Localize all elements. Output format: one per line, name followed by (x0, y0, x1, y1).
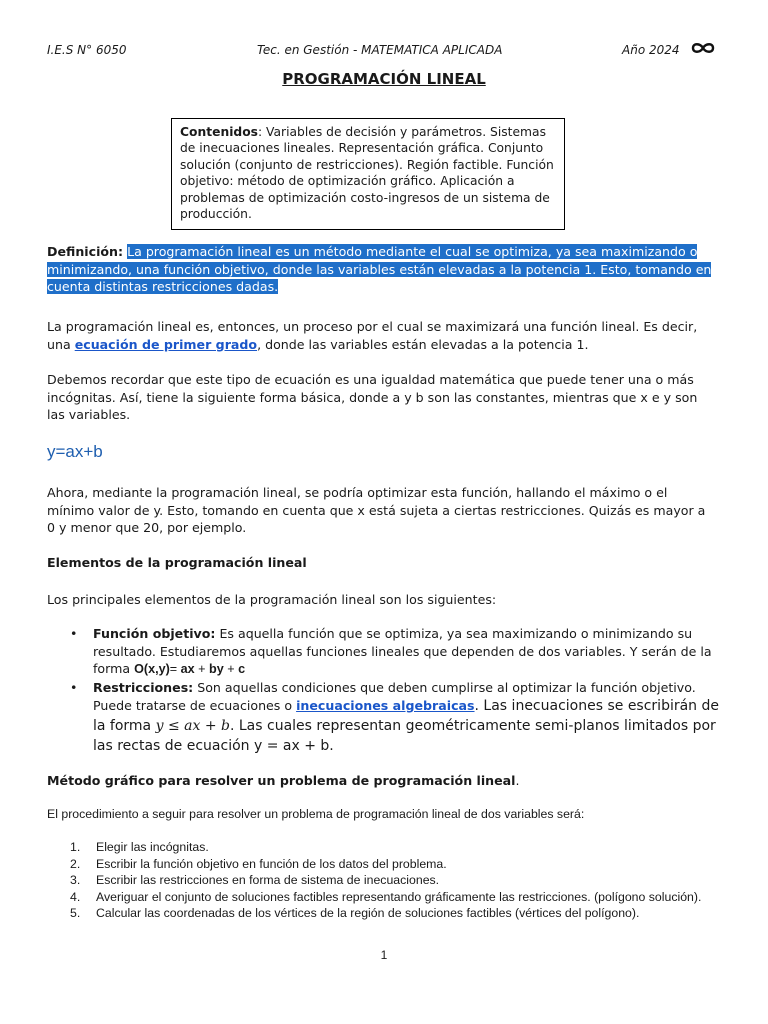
formula-o: O(x,y) (134, 662, 170, 676)
step-number: 4. (70, 889, 81, 904)
list-item (70, 839, 720, 856)
step-number: 3. (70, 873, 81, 887)
list-item (70, 872, 720, 889)
definition-highlighted-text: La programación lineal es un método mediante el cual se optimiza, ya sea maximizando o minimizando, una función objetivo, donde las variables están elevadas a la potencia 1. Esto, tomando en cuenta distintas restricciones dadas. (47, 244, 712, 294)
restrictions-text: Son aquellas condiciones que deben cumplirse al optimizar la función objetivo. Puede tratarse de ecuaciones o (93, 679, 696, 713)
list-item-restrictions (70, 679, 720, 757)
equation-description-paragraph: Debemos recordar que este tipo de ecuación es una igualdad matemática que puede tener una o más incógnitas. Así, tiene la siguiente forma básica, donde a y b son las constantes, mientras que x e y son las variables. (47, 372, 698, 422)
formula-by: by (209, 662, 224, 676)
definition-label: Definición: (47, 244, 124, 259)
inequality-formula: y ≤ ax + b (155, 718, 230, 734)
list-item (70, 889, 720, 906)
intro-text-after: , donde las variables están elevadas a la potencia 1. (257, 336, 589, 352)
restrictions-text-3: . Las cuales representan geométricamente semi-planos limitados por las rectas de ecuación y = ax + b. (93, 718, 716, 754)
objective-function-text: Es aquella función que se optimiza, ya sea maximizando o minimizando su resultado. Estudiaremos aquellas funciones lineales que dependen de dos variables. Y serán de la forma (93, 626, 712, 676)
step-text: Elegir las incógnitas. (96, 840, 209, 854)
step-text: Calcular las coordenadas de los vértices de la región de soluciones factibles (vértices del polígono). (96, 906, 640, 920)
step-text: Averiguar el conjunto de soluciones factibles representando gráficamente las restricciones. (polígono solución). (96, 889, 702, 904)
formula-c: c (238, 662, 246, 676)
elements-list (70, 625, 720, 756)
list-item (70, 856, 720, 873)
step-number: 2. (70, 856, 81, 871)
bullet-icon: • (70, 679, 78, 695)
optimization-paragraph: Ahora, mediante la programación lineal, se podría optimizar esta función, hallando el máximo o el mínimo valor de y. Esto, tomando en cuenta que x está sujeta a ciertas restricciones. Quizás es mayor a 0 y menor que 20, por ejemplo. (47, 485, 706, 535)
intro-text-before: La programación lineal es, entonces, un proceso por el cual se maximizará una función lineal. Es decir, una (47, 319, 698, 352)
procedure-steps-list (70, 839, 720, 922)
infinity-icon (690, 41, 716, 55)
header-institution: I.E.S N° 6050 (47, 43, 127, 57)
header-course: Tec. en Gestión - MATEMATICA APLICADA (257, 43, 503, 57)
page-title: PROGRAMACIÓN LINEAL (282, 70, 486, 88)
restrictions-text-2: . Las inecuaciones se escribirán de la forma (93, 698, 720, 734)
list-item-objective-function (70, 625, 720, 679)
formula-plus: + (194, 662, 210, 676)
graphic-method-heading-period: . (515, 773, 520, 788)
intro-paragraph (47, 318, 717, 353)
list-item (70, 905, 720, 922)
step-text: Escribir la función objetivo en función de los datos del problema. (96, 856, 447, 871)
formula-ax: ax (180, 662, 195, 676)
elements-intro-paragraph: Los principales elementos de la programación lineal son los siguientes: (47, 592, 497, 607)
formula-plus: + (223, 662, 239, 676)
procedure-intro-paragraph: El procedimiento a seguir para resolver un problema de programación lineal de dos variables será: (47, 807, 585, 821)
header-year: Año 2024 (622, 43, 680, 57)
link-inecuaciones-algebraicas[interactable]: inecuaciones algebraicas (296, 698, 475, 713)
step-number: 5. (70, 906, 81, 920)
formula-equals: = (169, 662, 181, 676)
step-text: Escribir las restricciones en forma de sistema de inecuaciones. (96, 873, 440, 887)
linear-formula: y=ax+b (47, 442, 103, 461)
contents-text: : Variables de decisión y parámetros. Sistemas de inecuaciones lineales. Representación gráfica. Conjunto solución (conjunto de restricciones). Región factible. Función objetivo: método de optimización gráfico. Aplicación a problemas de optimización costo-ingresos de un sistema de producción. (180, 125, 554, 222)
contents-box (171, 118, 565, 230)
restrictions-label: Restricciones: (93, 679, 194, 695)
section-heading-elements: Elementos de la programación lineal (47, 555, 307, 570)
contents-label: Contenidos (180, 125, 258, 139)
objective-function-label: Función objetivo: (93, 626, 216, 641)
page-number: 1 (380, 948, 388, 962)
definition-paragraph (47, 243, 717, 296)
section-heading-graphic-method (47, 772, 717, 790)
graphic-method-heading-text: Método gráfico para resolver un problema de programación lineal (47, 773, 516, 788)
bullet-icon: • (70, 626, 78, 641)
link-ecuacion-primer-grado[interactable]: ecuación de primer grado (74, 336, 258, 352)
step-number: 1. (70, 840, 81, 854)
